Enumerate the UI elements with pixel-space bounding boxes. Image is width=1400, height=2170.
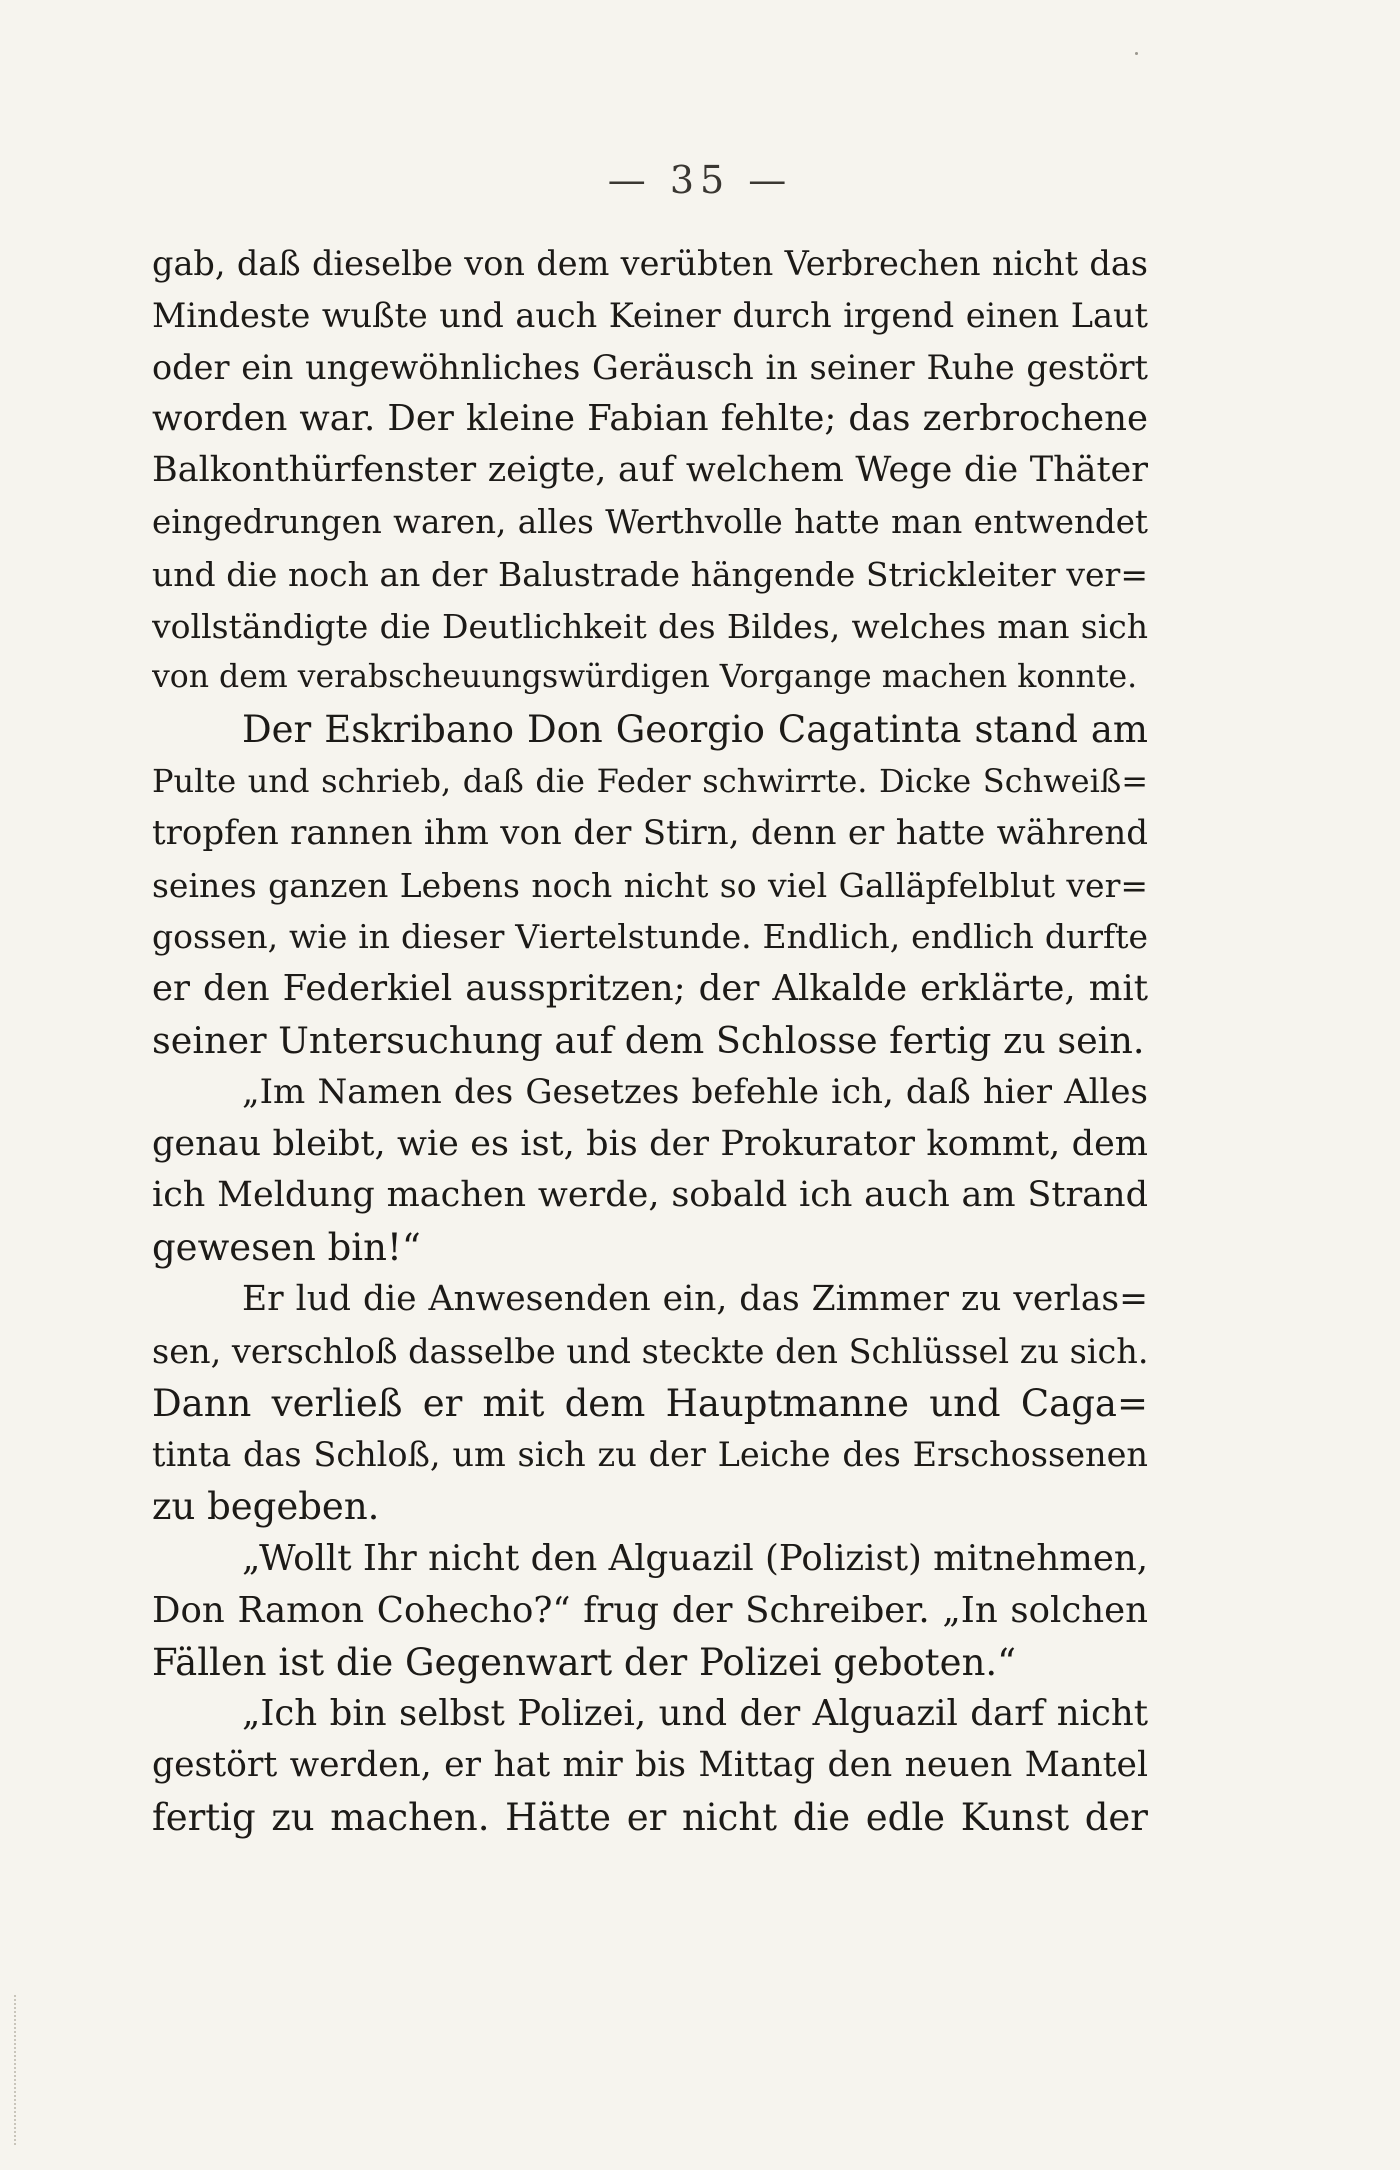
text-line: vollständigte die Deutlichkeit des Bildes, welches man sich bbox=[152, 606, 1148, 646]
text-line: ich Meldung machen werde, sobald ich auch am Strand bbox=[152, 1175, 1148, 1216]
text-line: Don Ramon Cohecho?“ frug der Schreiber. „In solchen bbox=[152, 1589, 1148, 1631]
text-line: gossen, wie in dieser Viertelstunde. Endlich, endlich durfte bbox=[152, 917, 1148, 957]
text-line: tropfen rannen ihm von der Stirn, denn er hatte während bbox=[152, 812, 1148, 853]
text-line: „Wollt Ihr nicht den Alguazil (Polizist) mitnehmen, bbox=[242, 1537, 1148, 1579]
text-line: gewesen bin!“ bbox=[152, 1226, 421, 1270]
text-line: Dann verließ er mit dem Hauptmanne und Caga= bbox=[152, 1381, 1148, 1425]
text-line: von dem verabscheuungswürdigen Vorgange machen konnte. bbox=[152, 659, 1138, 696]
text-line: eingedrungen waren, alles Werthvolle hatte man entwendet bbox=[152, 502, 1148, 541]
paper-speck bbox=[1135, 52, 1138, 55]
text-line: „Im Namen des Gesetzes befehle ich, daß hier Alles bbox=[242, 1071, 1148, 1112]
text-line: oder ein ungewöhnliches Geräusch in seiner Ruhe gestört bbox=[152, 347, 1148, 387]
text-line: Fällen ist die Gegenwart der Polizei geboten.“ bbox=[152, 1640, 1017, 1684]
body-text bbox=[152, 238, 1148, 1844]
text-line: Balkonthürfenster zeigte, auf welchem Wege die Thäter bbox=[152, 450, 1148, 491]
text-line: fertig zu machen. Hätte er nicht die edle Kunst der bbox=[152, 1795, 1148, 1839]
text-line: worden war. Der kleine Fabian fehlte; das zerbrochene bbox=[152, 398, 1148, 440]
text-line: gab, daß dieselbe von dem verübten Verbrechen nicht das bbox=[152, 244, 1148, 283]
text-line: Der Eskribano Don Georgio Cagatinta stand am bbox=[242, 708, 1148, 752]
text-line: Er lud die Anwesenden ein, das Zimmer zu verlas= bbox=[242, 1278, 1148, 1319]
text-line: er den Federkiel ausspritzen; der Alkalde erklärte, mit bbox=[152, 968, 1148, 1010]
text-line: Mindeste wußte und auch Keiner durch irgend einen Laut bbox=[152, 295, 1148, 335]
text-line: seines ganzen Lebens noch nicht so viel Galläpfelblut ver= bbox=[152, 865, 1148, 905]
text-line: genau bleibt, wie es ist, bis der Prokurator kommt, dem bbox=[152, 1123, 1148, 1164]
text-line: zu begeben. bbox=[152, 1485, 380, 1529]
text-line: tinta das Schloß, um sich zu der Leiche des Erschossenen bbox=[152, 1435, 1148, 1475]
text-line: „Ich bin selbst Polizei, und der Alguazil darf nicht bbox=[242, 1693, 1148, 1735]
text-line: seiner Untersuchung auf dem Schlosse fertig zu sein. bbox=[152, 1018, 1145, 1062]
text-line: und die noch an der Balustrade hängende Strickleiter ver= bbox=[152, 554, 1148, 594]
text-line: Pulte und schrieb, daß die Feder schwirrte. Dicke Schweiß= bbox=[152, 761, 1148, 800]
margin-marks bbox=[14, 1995, 20, 2145]
text-line: sen, verschloß dasselbe und steckte den Schlüssel zu sich. bbox=[152, 1331, 1148, 1371]
page-number: — 35 — bbox=[607, 158, 793, 202]
text-line: gestört werden, er hat mir bis Mittag den neuen Mantel bbox=[152, 1745, 1148, 1786]
